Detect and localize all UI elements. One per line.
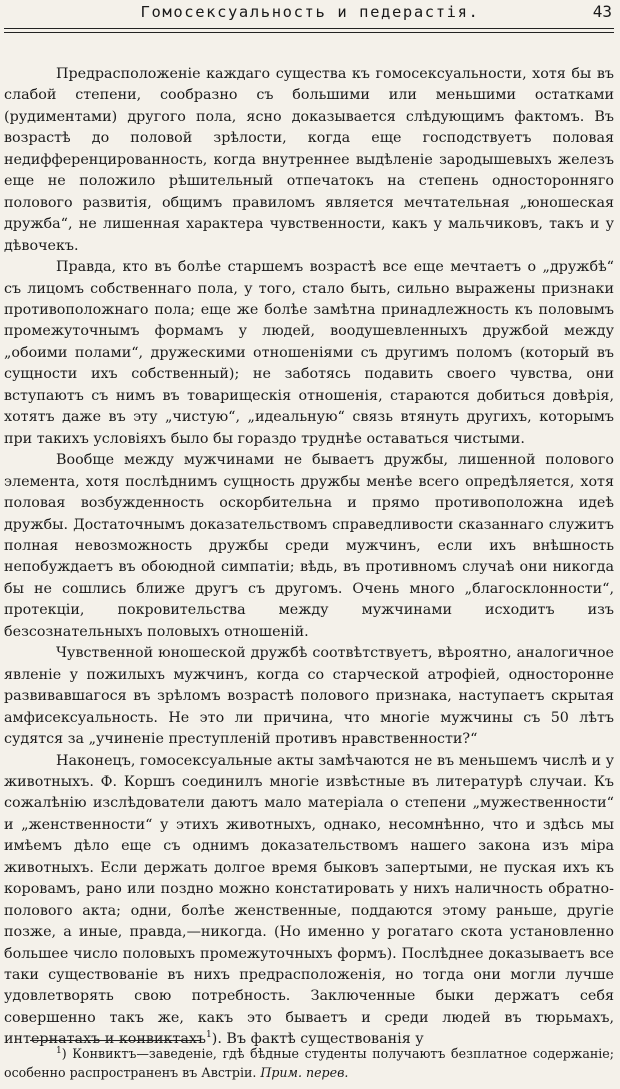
running-title: Гомосексуальность и педерастія.: [140, 3, 480, 21]
footnote: [4, 1044, 614, 1082]
footnote-rule: [30, 1040, 200, 1041]
paragraph-friendship: Правда, кто въ болѣе старшемъ возрастѣ все еще мечтаетъ о „дружбѣ“ съ лицомъ собственнаго пола, у того, стало быть, сильно выражены признаки противоположнаго пола; еще же болѣе замѣтна принадлежность къ половымъ промежуточнымъ формамъ у людей, воодушевленныхъ дружбой между „обоими полами“, дружескими отношеніями съ другимъ поломъ (который въ сущности ихъ собственный); не заботясь подавить своего чувства, они вступаютъ съ нимъ въ товарищескія отношенія, стараются добиться довѣрія, хотятъ даже въ эту „чистую“, „идеальную“ связь втянуть другихъ, которымъ при такихъ условіяхъ было бы гораздо труднѣе оставаться чистыми.: [4, 259, 614, 447]
footnote-reference: 1: [206, 1030, 212, 1041]
header-rule-top: [4, 28, 614, 29]
header-rule-bottom: [4, 32, 614, 33]
body-text: [4, 64, 614, 1051]
footnote-text: ) Конвиктъ—заведеніе, гдѣ бѣдные студенты получаютъ безплатное содержаніе; особенно распространенъ въ Австріи.: [4, 1046, 614, 1080]
paragraph-animals-tail: ). Въ фактѣ существованія у: [211, 1031, 424, 1048]
paragraph-men-friendship: Вообще между мужчинами не бываетъ дружбы, лишенной полового элемента, хотя послѣднимъ сущность дружбы менѣе всего опредѣляется, хотя половая возбужденность оскорбительна и прямо противоположна идеѣ дружбы. Достаточнымъ доказательствомъ справедливости сказаннаго служитъ полная невозможность дружбы среди мужчинъ, если ихъ внѣшность непобуждаетъ въ обоюдной симпатіи; вѣдь, въ противномъ случаѣ они никогда бы не сошлись ближе другъ съ другомъ. Очень много „благосклонности“, протекціи, покровительства между мужчинами исходитъ изъ безсознательныхъ половыхъ отношеній.: [4, 452, 614, 640]
page-number: 43: [592, 2, 612, 21]
footnote-marker: 1: [56, 1045, 62, 1056]
paragraph-elderly: Чувственной юношеской дружбѣ соотвѣтствуетъ, вѣроятно, аналогичное явленіе у пожилыхъ мужчинъ, когда со старческой атрофіей, односторонне развивавшагося въ зрѣломъ возрастѣ полового признака, наступаетъ скрытая амфисексуальность. Не это ли причина, что многіе мужчины съ 50 лѣтъ судятся за „учиненіе преступленій противъ нравственности?“: [4, 645, 614, 748]
paragraph-predisposition: Предрасположеніе каждаго существа къ гомосексуальности, хотя бы въ слабой степени, сообразно съ большими или меньшими остатками (рудиментами) другого пола, ясно доказывается слѣдующимъ фактомъ. Въ возрастѣ до половой зрѣлости, когда еще господствуетъ половая недифференцированность, когда внутреннее выдѣленіе зародышевыхъ железъ еще не положило рѣшительный отпечатокъ на степень односторонняго полового развитія, общимъ правиломъ является мечтательная „юношеская дружба“, не лишенная характера чувственности, какъ у мальчиковъ, такъ и у дѣвочекъ.: [4, 66, 614, 254]
paragraph-animals-text: Наконецъ, гомосексуальные акты замѣчаются не въ меньшемъ числѣ и у животныхъ. Ф. Коршъ соединилъ многіе извѣстные въ литературѣ случаи. Къ сожалѣнію изслѣдователи даютъ мало матеріала о степени „мужественности“ и „женственности“ у этихъ животныхъ, однако, несомнѣнно, что и здѣсь мы имѣемъ дѣло еще съ однимъ доказательствомъ нашего закона изъ міра животныхъ. Если держать долгое время быковъ запертыми, не пуская ихъ къ коровамъ, рано или поздно можно констатировать у нихъ наличность обратно-полового акта; одни, болѣе женственные, поддаются этому раньше, другіе позже, а иные, правда,—никогда. (Но именно у рогатаго скота установленно большее число половыхъ промежуточныхъ формъ). Послѣднее доказываетъ все таки существованіе въ нихъ предрасположенія, но тогда они могли лучше удовлетворять свою потребность. Заключенные быки держатъ себя совершенно такъ же, какъ это бываетъ и среди людей въ тюрьмахъ, интернатахъ и конвиктахъ: [4, 752, 614, 1048]
page-header: [6, 0, 614, 24]
translator-note: Прим. перев.: [260, 1065, 349, 1080]
paragraph-animals: [4, 751, 614, 1051]
